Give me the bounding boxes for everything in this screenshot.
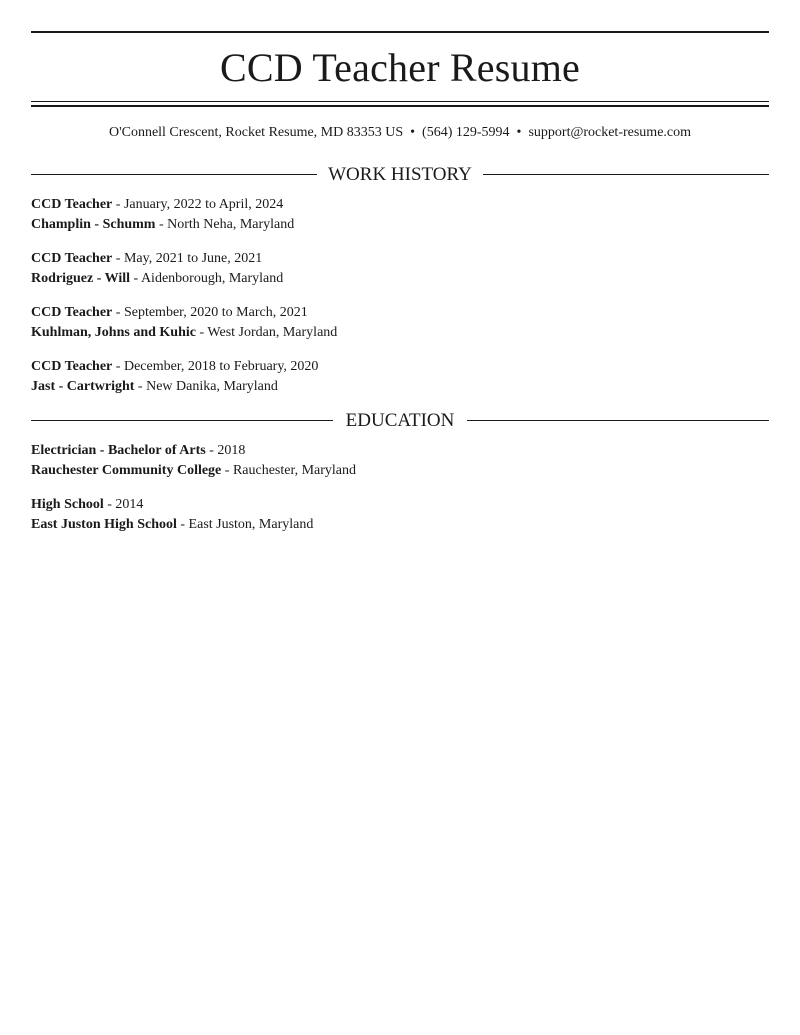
employer-name: Jast - Cartwright xyxy=(31,379,135,394)
employer-line xyxy=(31,323,769,343)
school-location: East Juston, Maryland xyxy=(188,517,314,532)
job-title: CCD Teacher xyxy=(31,305,113,320)
education-heading xyxy=(31,409,769,433)
dash: - xyxy=(112,305,124,320)
employer-location: North Neha, Maryland xyxy=(167,217,295,232)
contact-line xyxy=(31,123,769,143)
heading-rule-right xyxy=(483,174,769,175)
job-title: CCD Teacher xyxy=(31,197,113,212)
degree-name: High School xyxy=(31,497,104,512)
job-title-line xyxy=(31,195,769,215)
job-entry xyxy=(31,249,769,289)
employer-line xyxy=(31,215,769,235)
employer-location: West Jordan, Maryland xyxy=(207,325,338,340)
top-rule xyxy=(31,31,769,33)
section-title: WORK HISTORY xyxy=(328,164,472,185)
school-line xyxy=(31,515,769,535)
job-title-line xyxy=(31,303,769,323)
job-title-line xyxy=(31,357,769,377)
job-dates: January, 2022 to April, 2024 xyxy=(123,197,284,212)
employer-name: Rodriguez - Will xyxy=(31,271,131,286)
employer-line xyxy=(31,269,769,289)
title-rule-thin xyxy=(31,101,769,102)
employer-name: Champlin - Schumm xyxy=(31,217,156,232)
dash: - xyxy=(155,217,168,232)
contact-phone: (564) 129-5994 xyxy=(422,125,510,140)
degree-name: Electrician - Bachelor of Arts xyxy=(31,443,206,458)
school-line xyxy=(31,461,769,481)
school-name: East Juston High School xyxy=(31,517,177,532)
graduation-year: 2014 xyxy=(115,497,144,512)
education-entry xyxy=(31,495,769,535)
school-name: Rauchester Community College xyxy=(31,463,222,478)
employer-location: New Danika, Maryland xyxy=(146,379,278,394)
dash: - xyxy=(103,497,116,512)
education-entry xyxy=(31,441,769,481)
employer-line xyxy=(31,377,769,397)
dash: - xyxy=(221,463,233,478)
work-history-heading xyxy=(31,163,769,187)
job-entry xyxy=(31,357,769,397)
section-title: EDUCATION xyxy=(345,410,455,431)
resume-title: CCD Teacher Resume xyxy=(220,45,580,90)
employer-name: Kuhlman, Johns and Kuhic xyxy=(31,325,196,340)
dash: - xyxy=(130,271,141,286)
job-dates: December, 2018 to February, 2020 xyxy=(123,359,319,374)
contact-email: support@rocket-resume.com xyxy=(528,125,692,140)
job-entry xyxy=(31,303,769,343)
school-location: Rauchester, Maryland xyxy=(232,463,357,478)
degree-line xyxy=(31,441,769,461)
contact-separator: • xyxy=(516,125,522,140)
job-dates: September, 2020 to March, 2021 xyxy=(123,305,308,320)
heading-rule-right xyxy=(467,420,769,421)
job-title-line xyxy=(31,249,769,269)
graduation-year: 2018 xyxy=(217,443,246,458)
dash: - xyxy=(205,443,218,458)
dash: - xyxy=(195,325,208,340)
dash: - xyxy=(112,197,124,212)
job-dates: May, 2021 to June, 2021 xyxy=(123,251,263,266)
title-rule-thick xyxy=(31,105,769,107)
employer-location: Aidenborough, Maryland xyxy=(140,271,284,286)
job-entry xyxy=(31,195,769,235)
degree-line xyxy=(31,495,769,515)
dash: - xyxy=(176,517,189,532)
contact-separator: • xyxy=(410,125,416,140)
job-title: CCD Teacher xyxy=(31,251,113,266)
dash: - xyxy=(134,379,147,394)
job-title: CCD Teacher xyxy=(31,359,113,374)
dash: - xyxy=(112,251,124,266)
contact-address: O'Connell Crescent, Rocket Resume, MD 83353 US xyxy=(108,125,404,140)
dash: - xyxy=(112,359,124,374)
